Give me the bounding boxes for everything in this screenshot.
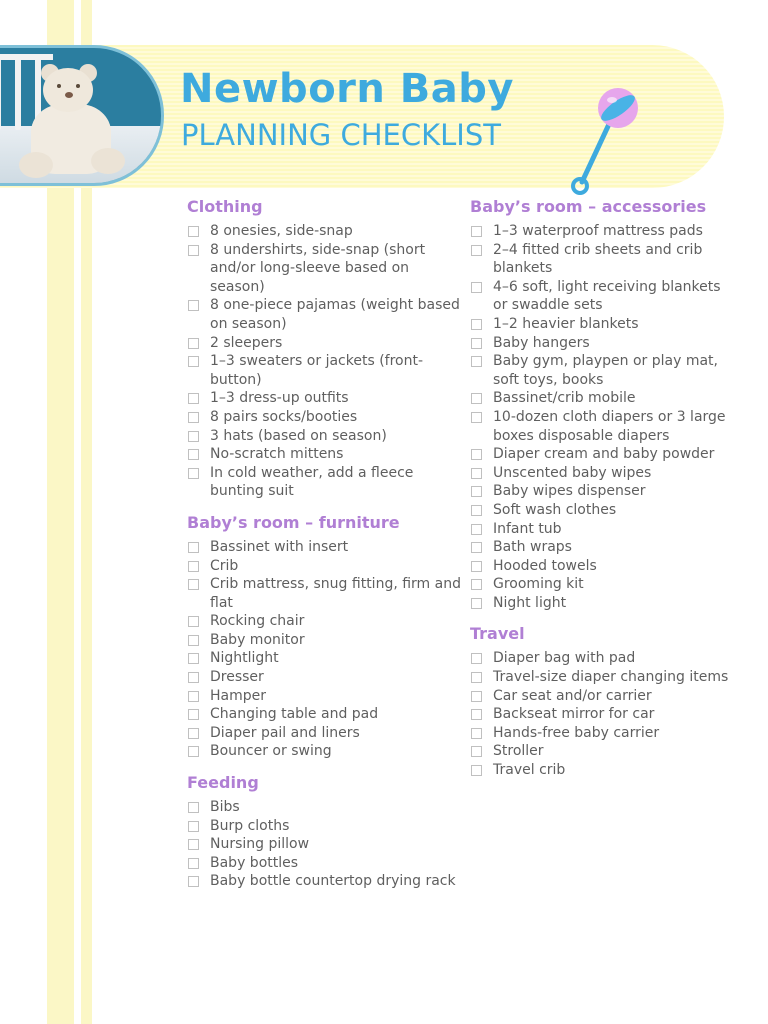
checklist-item-label: Bassinet with insert bbox=[210, 538, 349, 555]
checklist-item-label: Rocking chair bbox=[210, 613, 305, 630]
checklist-item bbox=[187, 724, 467, 743]
checklist-item-label: Bath wraps bbox=[493, 539, 572, 556]
checklist-item-label: Travel crib bbox=[493, 762, 566, 779]
checklist-item-label: 3 hats (based on season) bbox=[210, 427, 387, 444]
checklist-item bbox=[187, 296, 467, 333]
section-baby-s-room-accessories bbox=[470, 197, 730, 612]
checklist-item bbox=[187, 612, 467, 631]
checkbox-icon[interactable] bbox=[471, 412, 482, 423]
checklist-item bbox=[470, 464, 730, 483]
section-heading: Clothing bbox=[187, 197, 263, 216]
checkbox-icon[interactable] bbox=[188, 653, 199, 664]
checklist-item bbox=[187, 835, 467, 854]
checklist-item bbox=[470, 557, 730, 576]
checklist-item-label: Changing table and pad bbox=[210, 706, 379, 723]
checkbox-icon[interactable] bbox=[188, 728, 199, 739]
checkbox-icon[interactable] bbox=[188, 635, 199, 646]
checklist-item bbox=[187, 687, 467, 706]
checkbox-icon[interactable] bbox=[188, 746, 199, 757]
checklist-item-label: 10-dozen cloth diapers or 3 large boxes disposable diapers bbox=[493, 408, 726, 444]
checklist-item bbox=[187, 649, 467, 668]
checkbox-icon[interactable] bbox=[471, 338, 482, 349]
section-heading: Baby’s room – accessories bbox=[470, 197, 707, 216]
checklist-item-label: Bibs bbox=[210, 799, 240, 816]
checklist-item-label: 8 undershirts, side-snap (short and/or long-sleeve based on season) bbox=[210, 241, 426, 295]
checklist bbox=[470, 649, 730, 779]
checklist-item bbox=[470, 575, 730, 594]
checkbox-icon[interactable] bbox=[188, 579, 199, 590]
checklist-item-label: Baby hangers bbox=[493, 334, 590, 351]
checklist-item bbox=[470, 705, 730, 724]
checklist-item bbox=[470, 742, 730, 761]
checkbox-icon[interactable] bbox=[188, 691, 199, 702]
left-column bbox=[187, 197, 467, 903]
checklist-item bbox=[470, 761, 730, 780]
checkbox-icon[interactable] bbox=[188, 412, 199, 423]
checkbox-icon[interactable] bbox=[471, 393, 482, 404]
checkbox-icon[interactable] bbox=[188, 876, 199, 887]
checklist-item bbox=[470, 315, 730, 334]
checklist-item bbox=[187, 705, 467, 724]
checklist bbox=[187, 798, 467, 891]
checklist-item bbox=[470, 501, 730, 520]
checklist-item-label: 4–6 soft, light receiving blankets or swaddle sets bbox=[493, 278, 721, 314]
checklist-item-label: Backseat mirror for car bbox=[493, 706, 655, 723]
checklist-item bbox=[187, 668, 467, 687]
checklist-item-label: Diaper cream and baby powder bbox=[493, 446, 715, 463]
checkbox-icon[interactable] bbox=[471, 542, 482, 553]
section-heading: Baby’s room – furniture bbox=[187, 512, 400, 532]
checklist-item-label: 2–4 fitted crib sheets and crib blankets bbox=[493, 241, 703, 277]
checklist-item bbox=[470, 538, 730, 557]
checkbox-icon[interactable] bbox=[188, 338, 199, 349]
checkbox-icon[interactable] bbox=[471, 226, 482, 237]
checklist bbox=[187, 538, 467, 761]
checklist-item-label: 8 one-piece pajamas (weight based on season) bbox=[210, 297, 460, 332]
checklist-item bbox=[470, 668, 730, 687]
checklist-item bbox=[470, 594, 730, 613]
checklist bbox=[470, 222, 730, 612]
checklist-item-label: Nursing pillow bbox=[210, 836, 310, 853]
checklist-item bbox=[470, 241, 730, 278]
checkbox-icon[interactable] bbox=[188, 839, 199, 850]
checklist-item-label: Car seat and/or carrier bbox=[493, 687, 652, 704]
checklist-item bbox=[470, 222, 730, 241]
checklist-item bbox=[187, 742, 467, 761]
checklist-item-label: Hands-free baby carrier bbox=[493, 724, 660, 741]
checkbox-icon[interactable] bbox=[188, 300, 199, 311]
checkbox-icon[interactable] bbox=[188, 561, 199, 572]
checkbox-icon[interactable] bbox=[471, 356, 482, 367]
checklist-item-label: Dresser bbox=[210, 669, 264, 686]
checklist-item bbox=[470, 352, 730, 389]
checkbox-icon[interactable] bbox=[188, 468, 199, 479]
checklist-item-label: Bouncer or swing bbox=[210, 743, 332, 760]
checkbox-icon[interactable] bbox=[188, 616, 199, 627]
checklist-item bbox=[470, 334, 730, 353]
page-title: Newborn Baby bbox=[180, 66, 514, 112]
checkbox-icon[interactable] bbox=[471, 746, 482, 757]
checklist-item bbox=[470, 278, 730, 315]
checklist-item bbox=[187, 557, 467, 576]
checklist-item-label: Baby bottles bbox=[210, 854, 299, 871]
checklist-item bbox=[470, 687, 730, 706]
checklist-item-label: Night light bbox=[493, 594, 567, 611]
checklist-item-label: 1–3 sweaters or jackets (front-button) bbox=[210, 353, 424, 388]
checkbox-icon[interactable] bbox=[188, 672, 199, 683]
checkbox-icon[interactable] bbox=[471, 282, 482, 293]
checkbox-icon[interactable] bbox=[471, 245, 482, 256]
checklist-item-label: Crib mattress, snug fitting, firm and flat bbox=[210, 576, 461, 611]
checklist-item-label: 1–3 waterproof mattress pads bbox=[493, 223, 703, 239]
checklist bbox=[187, 222, 467, 501]
section-heading: Travel bbox=[470, 624, 525, 644]
checkbox-icon[interactable] bbox=[471, 449, 482, 460]
section-heading: Feeding bbox=[187, 773, 259, 793]
section-feeding bbox=[187, 773, 467, 891]
page-subtitle: PLANNING CHECKLIST bbox=[181, 118, 501, 152]
checklist-item-label: Baby gym, playpen or play mat, soft toys, books bbox=[493, 353, 718, 388]
baby-rattle-icon bbox=[570, 82, 640, 200]
checkbox-icon[interactable] bbox=[471, 709, 482, 720]
checkbox-icon[interactable] bbox=[471, 319, 482, 330]
checklist-item-label: Nightlight bbox=[210, 650, 279, 667]
checkbox-icon[interactable] bbox=[188, 821, 199, 832]
checklist-item bbox=[187, 445, 467, 464]
checklist-item bbox=[187, 872, 467, 891]
section-travel bbox=[470, 624, 730, 779]
section-clothing bbox=[187, 197, 467, 501]
checkbox-icon[interactable] bbox=[471, 486, 482, 497]
checklist-item bbox=[187, 817, 467, 836]
checklist-item bbox=[470, 520, 730, 539]
checklist-item-label: Baby monitor bbox=[210, 631, 305, 648]
checklist-item bbox=[187, 408, 467, 427]
checklist-item-label: 1–3 dress-up outfits bbox=[210, 390, 349, 407]
checklist-item-label: Infant tub bbox=[493, 520, 562, 537]
checklist-item bbox=[470, 389, 730, 408]
checkbox-icon[interactable] bbox=[471, 524, 482, 535]
checklist-item bbox=[187, 222, 467, 241]
checkbox-icon[interactable] bbox=[188, 431, 199, 442]
checkbox-icon[interactable] bbox=[188, 802, 199, 813]
checklist-item bbox=[187, 389, 467, 408]
right-column bbox=[470, 197, 730, 792]
checklist-item bbox=[187, 241, 467, 297]
checklist-item bbox=[187, 352, 467, 389]
checkbox-icon[interactable] bbox=[471, 561, 482, 572]
checkbox-icon[interactable] bbox=[471, 653, 482, 664]
checklist-item bbox=[187, 334, 467, 353]
checkbox-icon[interactable] bbox=[188, 449, 199, 460]
checklist-item-label: Hooded towels bbox=[493, 557, 597, 574]
checklist-item bbox=[187, 464, 467, 501]
checklist-item-label: Bassinet/crib mobile bbox=[493, 390, 636, 407]
checkbox-icon[interactable] bbox=[188, 245, 199, 256]
checklist-item-label: Diaper pail and liners bbox=[210, 724, 360, 741]
checkbox-icon[interactable] bbox=[188, 226, 199, 237]
checklist-item-label: 8 onesies, side-snap bbox=[210, 223, 353, 239]
checkbox-icon[interactable] bbox=[471, 691, 482, 702]
checklist-item-label: Soft wash clothes bbox=[493, 501, 617, 518]
checklist-item-label: Baby wipes dispenser bbox=[493, 483, 646, 500]
checklist-item bbox=[187, 798, 467, 817]
checklist-item bbox=[470, 724, 730, 743]
checklist-item-label: Burp cloths bbox=[210, 817, 290, 834]
checkbox-icon[interactable] bbox=[471, 672, 482, 683]
checklist-item-label: 1–2 heavier blankets bbox=[493, 315, 639, 332]
checklist-item bbox=[470, 649, 730, 668]
checklist-item-label: In cold weather, add a fleece bunting suit bbox=[210, 464, 414, 500]
checklist-item bbox=[187, 631, 467, 650]
checklist-item-label: Grooming kit bbox=[493, 576, 584, 593]
checkbox-icon[interactable] bbox=[471, 598, 482, 609]
checkbox-icon[interactable] bbox=[188, 542, 199, 553]
checklist-item-label: Unscented baby wipes bbox=[493, 464, 652, 481]
checkbox-icon[interactable] bbox=[188, 709, 199, 720]
checklist-item bbox=[470, 445, 730, 464]
checklist-item-label: Hamper bbox=[210, 687, 266, 704]
checklist-item-label: Stroller bbox=[493, 743, 544, 760]
checkbox-icon[interactable] bbox=[471, 728, 482, 739]
checklist-item-label: Diaper bag with pad bbox=[493, 650, 636, 667]
checklist-item-label: 8 pairs socks/booties bbox=[210, 408, 358, 425]
checklist-item-label: No-scratch mittens bbox=[210, 446, 344, 463]
checklist-item bbox=[470, 408, 730, 445]
checklist-item-label: Baby bottle countertop drying rack bbox=[210, 873, 456, 890]
teddy-bear-photo bbox=[0, 45, 164, 186]
checkbox-icon[interactable] bbox=[471, 468, 482, 479]
checkbox-icon[interactable] bbox=[188, 393, 199, 404]
checklist-item bbox=[470, 482, 730, 501]
checkbox-icon[interactable] bbox=[471, 579, 482, 590]
checkbox-icon[interactable] bbox=[188, 858, 199, 869]
checklist-item-label: 2 sleepers bbox=[210, 334, 283, 351]
checklist-item bbox=[187, 427, 467, 446]
checkbox-icon[interactable] bbox=[471, 765, 482, 776]
checklist-item bbox=[187, 854, 467, 873]
checklist-item-label: Crib bbox=[210, 557, 239, 574]
checklist-item bbox=[187, 575, 467, 612]
checkbox-icon[interactable] bbox=[471, 505, 482, 516]
checklist-item-label: Travel-size diaper changing items bbox=[493, 669, 729, 686]
section-baby-s-room-furniture bbox=[187, 513, 467, 761]
checklist-item bbox=[187, 538, 467, 557]
checkbox-icon[interactable] bbox=[188, 356, 199, 367]
